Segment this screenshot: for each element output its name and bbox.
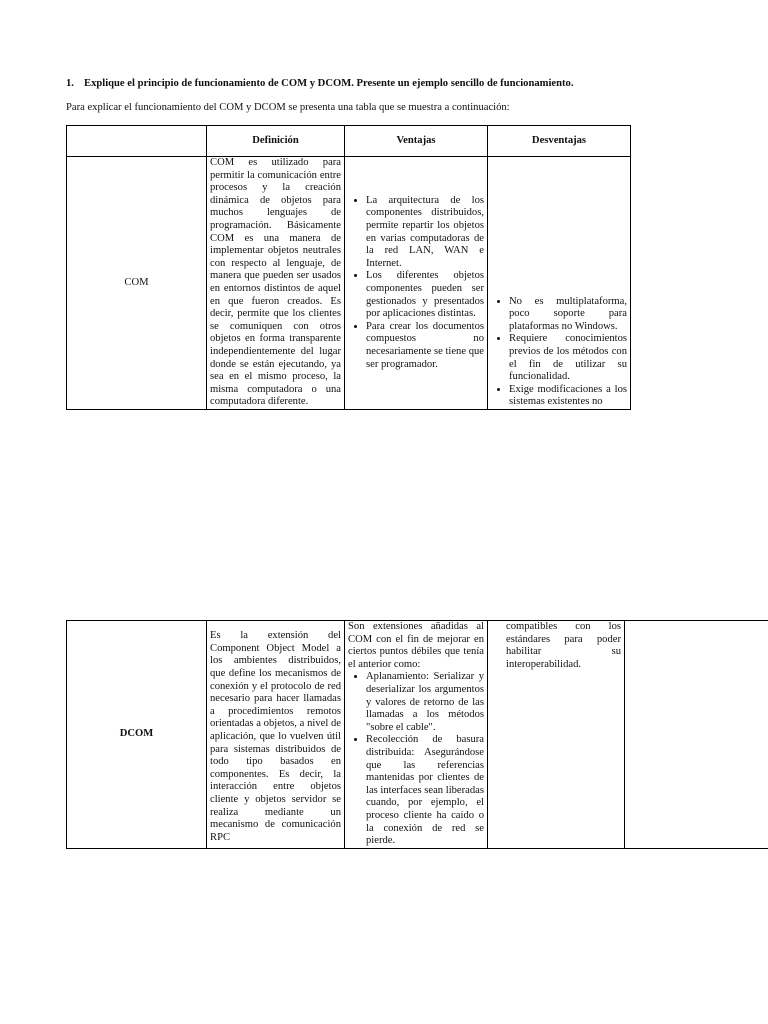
- empty-cell: [625, 621, 768, 849]
- intro-paragraph: Para explicar el funcionamiento del COM y DCOM se presenta una tabla que se muestra a continuación:: [66, 102, 510, 113]
- row-label-com: COM: [67, 157, 207, 410]
- question-text: Explique el principio de funcionamiento de COM y DCOM. Presente un ejemplo sencillo de funcionamiento.: [84, 78, 574, 89]
- list-item: • Exige modificaciones a los sistemas existentes no: [509, 384, 627, 409]
- com-desventajas-list: [491, 296, 627, 409]
- list-item: • Recolección de basura distribuida: Asegurándose que las referencias mantenidas por clientes de las interfaces sean liberadas cuando, por ejemplo, el proceso cliente ha caído o la conexión de red se pierde.: [366, 734, 484, 847]
- dcom-desventajas: [488, 621, 625, 849]
- dcom-ventajas-intro: Son extensiones añadidas al COM con el fin de mejorar en ciertos puntos débiles que tenía el anterior como:: [348, 621, 484, 670]
- com-definicion: COM es utilizado para permitir la comunicación entre procesos y la creación dinámica de objetos para muchos lenguajes de programación. Básicamente COM es una manera de implementar objetos neutrales con respecto al lenguaje, de manera que pueden ser usados en entornos distintos de aquel en que fueron creados. Es decir, permite que los clientes se comuniquen con otros objetos en forma transparente independientemente del lugar donde se están ejecutando, ya sea en el mismo proceso, la misma computadora o una computadora diferente.: [207, 157, 345, 410]
- dcom-desventajas-continued: compatibles con los estándares para poder habilitar su interoperabilidad.: [506, 621, 621, 670]
- dcom-ventajas: [345, 621, 488, 849]
- list-item: • Los diferentes objetos componentes pueden ser gestionados y presentados por aplicaciones distintas.: [366, 270, 484, 320]
- table-row-dcom: [67, 621, 768, 849]
- com-ventajas: [345, 157, 488, 410]
- header-ventajas: Ventajas: [345, 126, 488, 157]
- row-label-dcom: DCOM: [67, 621, 207, 849]
- list-item: • Requiere conocimientos previos de los métodos con el fin de utilizar su funcionalidad.: [509, 333, 627, 383]
- com-desventajas: [488, 157, 631, 410]
- list-item: • Aplanamiento: Serializar y deserializar los argumentos y valores de retorno de las llamadas a los métodos "sobre el cable".: [366, 671, 484, 734]
- list-item: • No es multiplataforma, poco soporte para plataformas no Windows.: [509, 296, 627, 334]
- com-ventajas-list: [348, 195, 484, 371]
- dcom-ventajas-list: [348, 671, 484, 847]
- dcom-definicion: Es la extensión del Component Object Model a los ambientes distribuidos, que define los mecanismos de conexión y el protocolo de red necesario para hacer llamadas a procedimientos remotos orientadas a objetos, a nivel de aplicación, que lo vuelven útil para sistemas distribuidos de todo tipo basados en componentes. Es decir, la interacción entre objetos cliente y objetos servidor se realiza mediante un mecanismo de comunicación RPC: [207, 621, 345, 849]
- comparison-table-part-1: [66, 125, 631, 410]
- table-row-com: [67, 157, 631, 410]
- header-empty: [67, 126, 207, 157]
- question-number: 1.: [66, 78, 74, 89]
- header-desventajas: Desventajas: [488, 126, 631, 157]
- question-heading: [66, 78, 726, 91]
- table-header-row: [67, 126, 631, 157]
- list-item: • La arquitectura de los componentes distribuidos, permite repartir los objetos en varias computadoras de la red LAN, WAN e Internet.: [366, 195, 484, 271]
- comparison-table-part-2: [66, 620, 768, 849]
- list-item: • Para crear los documentos compuestos no necesariamente se tiene que ser programador.: [366, 321, 484, 371]
- header-definicion: Definición: [207, 126, 345, 157]
